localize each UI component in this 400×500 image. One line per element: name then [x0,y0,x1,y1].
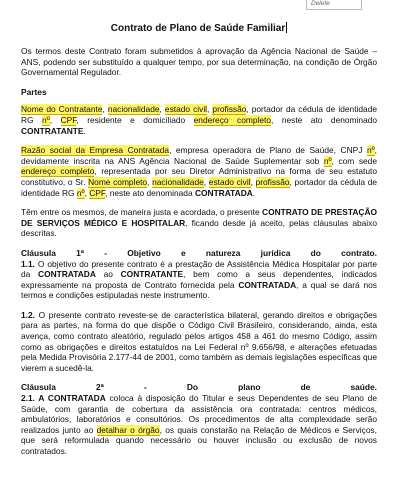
clause-2-1-paragraph [21,393,377,457]
intro-paragraph: Os termos deste Contrato foram submetidos à aprovação da Agência Nacional de Saúde – ANS, podendo ser substituído a qualquer tempo, por sua determinação, na condição de Órgão Governamental Regulador. [21,46,377,78]
text-fragment: , [102,104,108,115]
text-fragment: , bem como a seus dependentes, indicados expressamente na proposta de Contrato fornecida pela [21,269,377,290]
field-contratante-cpf[interactable]: CPF [60,114,77,125]
text-fragment: , neste ato denominada [105,187,195,198]
text-fragment: . [252,187,256,198]
agreement-paragraph [21,207,377,239]
clause-1-1-paragraph [21,259,377,301]
field-director-civil-status[interactable]: estado civil [208,176,251,187]
field-director-cpf[interactable]: CPF [89,187,106,198]
text-fragment: Têm entre os mesmos, de maneira justa e acordada, o presente [21,207,263,218]
role-contratada: CONTRATADA [38,269,96,280]
role-contratada: CONTRATADA [194,187,253,198]
text-fragment: , [207,104,213,115]
delete-tab[interactable]: Delete [306,0,362,10]
clause-1-heading: Cláusula 1ª - Objetivo e natureza jurídica do contrato. [21,247,377,258]
text-fragment: O presente contrato reveste-se de característica bilateral, gerando direitos e obrigações para as partes, na forma do que dispõe o Código Civil Brasileiro, considerando, ainda, esta avença, como contrato aleatório, regulado pelos artigos 458 a 461 do mesmo Código, assim como as obrigações e direitos estatuídos na Lei Federal nº 9.656/98, e alterações efetuadas pela Medida Provisória 2.177-44 de 2001, como também as demais legislações específicas que vierem a sucedê-la. [21,309,377,373]
text-fragment: , empresa operadora de Plano de Saúde, CNPJ [169,145,367,156]
contratante-paragraph [21,104,377,136]
field-company-name[interactable]: Razão social da Empresa Contratada [21,145,170,156]
document-title [21,22,377,35]
field-director-rg[interactable]: nº [76,187,85,198]
text-fragment: , [49,114,61,125]
text-fragment: , os quais constarão na Relação de Médicos e Serviços, que será reformulada quando necessário ou houver inclusão ou exclusão de novos contratados. [21,424,377,456]
field-director-nationality[interactable]: nacionalidade [152,176,204,187]
text-fragment: , portador da cédula de identidade RG [21,176,378,198]
document [21,22,377,457]
field-contratante-civil-status[interactable]: estado civil [164,104,208,115]
text-fragment: , a qual se dará nos termos e condições estipuladas neste instrumento. [21,279,377,301]
text-cursor [286,22,287,33]
field-cnpj[interactable]: nº [366,145,375,156]
text-fragment: ao [95,269,121,280]
field-director-profession[interactable]: profissão [255,176,290,187]
text-fragment: , [147,176,153,187]
text-fragment: , portador da cédula de identidade RG [21,104,378,125]
role-contratante: CONTRATANTE [21,125,84,136]
text-fragment: , devidamente inscrita na ANS Agência Nacional de Saúde Suplementar sob [21,145,377,166]
clause-2-heading: Cláusula 2ª - Do plano de saúde. [21,382,377,393]
role-contratada: A CONTRATADA [34,393,106,404]
field-contratante-profession[interactable]: profissão [212,104,247,115]
contratada-paragraph [21,145,377,198]
field-contratante-address[interactable]: endereço completo [193,114,272,125]
text-fragment: , ficando desde já aceito, pelas cláusulas abaixo descritas. [21,217,377,239]
role-contratante: CONTRATANTE [120,269,184,280]
text-fragment: , [159,104,165,115]
field-contratada-address[interactable]: endereço completo [21,166,95,177]
title-text: Contrato de Plano de Saúde Familiar [110,23,286,34]
field-contratante-nationality[interactable]: nacionalidade [107,104,160,115]
text-fragment: , [250,176,256,187]
section-heading-partes: Partes [21,86,47,97]
text-fragment: coloca à disposição do Titular e seus Dependentes de seu Plano de Saúde, com garantia de cobertura da assistência ora contratada: centros médicos, ambulatórios, laboratórios e consultórios. Os procedimentos de alta complexidade serão realizados junto ao [21,393,377,435]
contract-type: CONTRATO DE PRESTAÇÃO DE SERVIÇOS MÉDICO E HOSPITALAR [21,207,378,228]
text-fragment: , neste ato denominado [271,114,378,125]
text-fragment: , residente e domiciliado [76,114,194,125]
field-contratante-name[interactable]: Nome do Contratante [21,104,103,115]
text-fragment: , [84,187,90,198]
text-fragment: , com sede [331,155,377,166]
field-contratante-rg[interactable]: nº [42,114,50,125]
text-fragment: O objetivo do presente contrato é a prestação de Assistência Médica Hospitalar por parte da [21,258,377,280]
role-contratada: CONTRATADA [238,279,297,290]
clause-1-2-paragraph [21,310,377,374]
text-fragment: , [203,176,209,187]
item-number: 1.2. [21,309,35,320]
field-ans-number[interactable]: nº [323,155,332,166]
field-director-name[interactable]: Nome completo [88,176,148,187]
text-fragment: , representada por seu Diretor Administrativo na forma de seu estatuto constitutivo, o Sr. [21,166,377,187]
item-number: 1.1. [21,258,35,269]
field-organ-detail[interactable]: detalhar o órgão [96,424,160,435]
text-fragment: . [83,125,86,136]
item-number: 2.1. [21,393,35,404]
